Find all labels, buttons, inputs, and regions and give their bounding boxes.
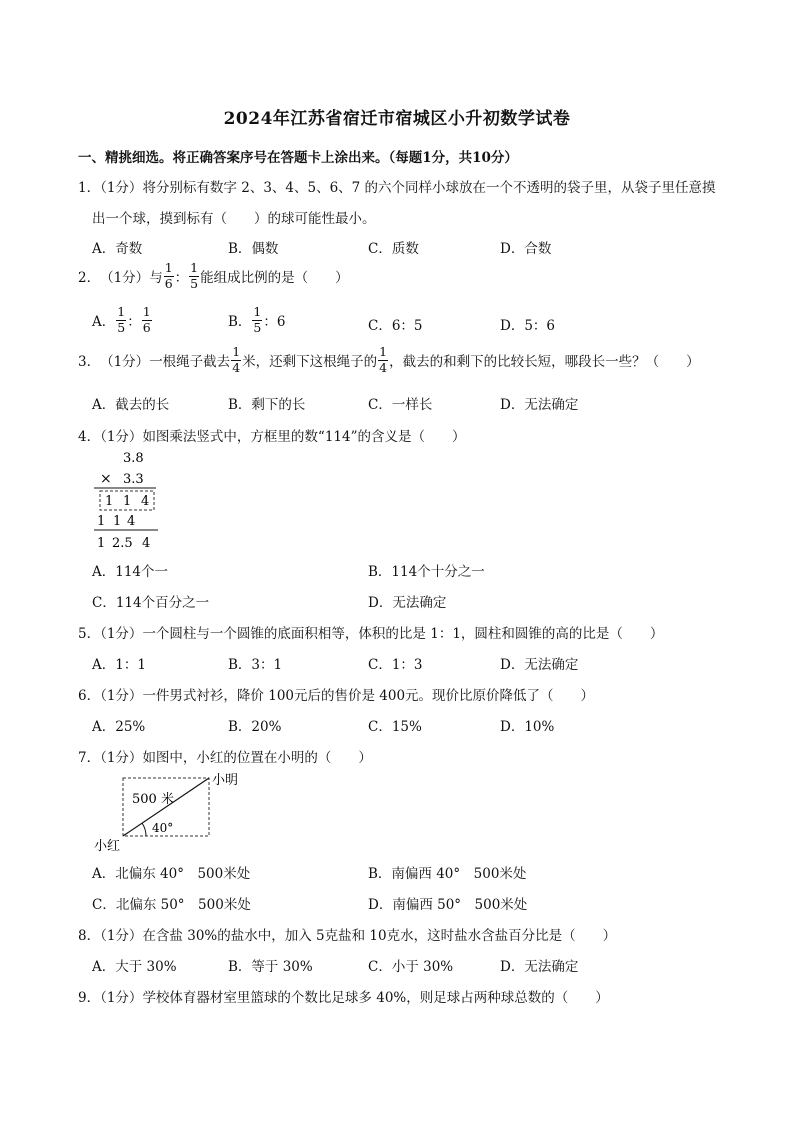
- q1-option-a[interactable]: A．奇数: [92, 241, 143, 257]
- partial-digit: 1: [113, 514, 122, 529]
- q6-option-c[interactable]: C．15%: [368, 719, 422, 735]
- question-text-pre: 与: [149, 270, 163, 286]
- page-title: 2024年江苏省宿迁市宿城区小升初数学试卷: [223, 109, 571, 129]
- question-number: 8．: [78, 928, 101, 944]
- q4-option-d[interactable]: D．无法确定: [368, 595, 447, 611]
- partial-digit: 4: [127, 514, 136, 529]
- question-7: [78, 746, 372, 766]
- question-3: [78, 346, 700, 374]
- question-text-post: ，截去的和剩下的比较长短，哪段长一些？（ ）: [389, 354, 700, 370]
- fraction: $\frac{1}{6}$: [164, 260, 173, 291]
- question-8: [78, 924, 616, 944]
- fraction: $\frac{1}{5}$: [117, 304, 126, 335]
- q7-option-a[interactable]: A．北偏东 40° 500米处: [92, 866, 251, 882]
- question-6: [78, 684, 594, 704]
- question-text-pre: 一根绳子截去: [149, 354, 231, 370]
- multiplier: 3.3: [123, 472, 144, 487]
- q2-option-c[interactable]: C．6：5: [368, 318, 423, 334]
- q3-option-a[interactable]: A．截去的长: [92, 397, 170, 413]
- question-score: （1分）: [100, 750, 143, 766]
- question-number: 5．: [78, 626, 101, 642]
- boxed-digit: 4: [141, 494, 150, 509]
- q5-option-c[interactable]: C．1：3: [368, 657, 423, 673]
- option-label: A．: [92, 314, 116, 330]
- result-digit: 1: [97, 536, 106, 551]
- partial-digit: 1: [97, 514, 106, 529]
- fraction: $\frac{1}{5}$: [190, 260, 199, 291]
- question-9: [78, 986, 609, 1006]
- q3-option-c[interactable]: C．一样长: [368, 397, 433, 413]
- question-text: 一个圆柱与一个圆锥的底面积相等，体积的比是 1：1，圆柱和圆锥的高的比是（ ）: [142, 626, 664, 642]
- q2-option-d[interactable]: D．5：6: [500, 318, 556, 334]
- question-number: 9．: [78, 990, 101, 1006]
- question-number: 7．: [78, 750, 101, 766]
- q6-option-a[interactable]: A．25%: [92, 719, 146, 735]
- question-text: 在含盐 30%的盐水中，加入 5克盐和 10克水，这时盐水含盐百分比是（ ）: [142, 928, 617, 944]
- q1-option-b[interactable]: B．偶数: [228, 241, 279, 257]
- q3-option-d[interactable]: D．无法确定: [500, 397, 579, 413]
- question-score: （1分）: [100, 990, 143, 1006]
- q5-option-b[interactable]: B．3：1: [228, 657, 283, 673]
- q6-option-d[interactable]: D．10%: [500, 719, 555, 735]
- label-xiaohong: 小红: [94, 839, 121, 854]
- question-number: 6．: [78, 688, 101, 704]
- q5-option-a[interactable]: A．1：1: [92, 657, 146, 673]
- question-score: （1分）: [100, 354, 150, 370]
- result-digit: 2.5: [112, 536, 133, 551]
- q2-option-b[interactable]: [228, 306, 285, 334]
- q6-option-b[interactable]: B．20%: [228, 719, 282, 735]
- question-1: [78, 176, 716, 196]
- angle-label: 40°: [152, 821, 174, 835]
- multiplication-figure: [86, 446, 166, 554]
- direction-figure: [90, 766, 260, 856]
- question-4: [78, 425, 466, 445]
- question-text: 如图中，小红的位置在小明的（ ）: [142, 750, 372, 766]
- q7-option-d[interactable]: D．南偏西 50° 500米处: [368, 897, 528, 913]
- boxed-digit: 1: [105, 494, 114, 509]
- question-text: 将分别标有数字 2、3、4、5、6、7 的六个同样小球放在一个不透明的袋子里，从袋子里任意摸: [142, 180, 716, 196]
- question-1-continuation: 出一个球，摸到标有（ ）的球可能性最小。: [92, 211, 376, 227]
- q4-option-b[interactable]: B．114个十分之一: [368, 564, 485, 580]
- times-sign: ×: [100, 471, 112, 487]
- q5-option-d[interactable]: D．无法确定: [500, 657, 579, 673]
- q8-option-c[interactable]: C．小于 30%: [368, 959, 454, 975]
- question-text: 一件男式衬衫，降价 100元后的售价是 400元。现价比原价降低了（ ）: [142, 688, 595, 704]
- ratio-colon: ：: [127, 314, 141, 330]
- question-score: （1分）: [100, 688, 143, 704]
- question-number: 3．: [78, 354, 101, 370]
- result-digit: 4: [142, 536, 151, 551]
- question-text-mid: 米，还剩下这根绳子的: [242, 354, 378, 370]
- q3-option-b[interactable]: B．剩下的长: [228, 397, 306, 413]
- question-text-post: 能组成比例的是（ ）: [200, 270, 349, 286]
- q1-option-c[interactable]: C．质数: [368, 241, 419, 257]
- distance-label: 500 米: [132, 792, 174, 807]
- option-rest: ：6: [263, 314, 286, 330]
- q1-option-d[interactable]: D．合数: [500, 241, 552, 257]
- ratio-colon: ：: [174, 270, 189, 286]
- section-heading: 一、精挑细选。将正确答案序号在答题卡上涂出来。（每题1分，共10分）: [78, 150, 518, 166]
- fraction: $\frac{1}{5}$: [253, 304, 262, 335]
- q8-option-b[interactable]: B．等于 30%: [228, 959, 313, 975]
- option-label: B．: [228, 314, 252, 330]
- q8-option-d[interactable]: D．无法确定: [500, 959, 579, 975]
- question-score: （1分）: [100, 180, 143, 196]
- fraction: $\frac{1}{6}$: [142, 304, 151, 335]
- q7-option-b[interactable]: B．南偏西 40° 500米处: [368, 866, 527, 882]
- fraction: $\frac{1}{4}$: [232, 344, 241, 375]
- fraction: $\frac{1}{4}$: [379, 344, 388, 375]
- question-text: 如图乘法竖式中，方框里的数“114”的含义是（ ）: [142, 429, 466, 445]
- q2-option-a[interactable]: [92, 306, 153, 334]
- question-number: 4．: [78, 429, 101, 445]
- question-score: （1分）: [100, 429, 143, 445]
- q4-option-c[interactable]: C．114个百分之一: [92, 595, 210, 611]
- q4-option-a[interactable]: A．114个一: [92, 564, 169, 580]
- question-score: （1分）: [100, 626, 143, 642]
- question-score: （1分）: [100, 928, 143, 944]
- question-number: 1．: [78, 180, 101, 196]
- angle-arc: [142, 823, 146, 836]
- question-5: [78, 622, 663, 642]
- question-text: 学校体育器材室里篮球的个数比足球多 40%，则足球占两种球总数的（ ）: [142, 990, 609, 1006]
- label-xiaoming: 小明: [212, 773, 239, 788]
- question-2: [78, 262, 349, 290]
- question-number: 2．: [78, 270, 101, 286]
- multiplicand: 3.8: [123, 451, 144, 466]
- question-score: （1分）: [100, 270, 150, 286]
- q7-option-c[interactable]: C．北偏东 50° 500米处: [92, 897, 251, 913]
- q8-option-a[interactable]: A．大于 30%: [92, 959, 177, 975]
- boxed-digit: 1: [123, 494, 132, 509]
